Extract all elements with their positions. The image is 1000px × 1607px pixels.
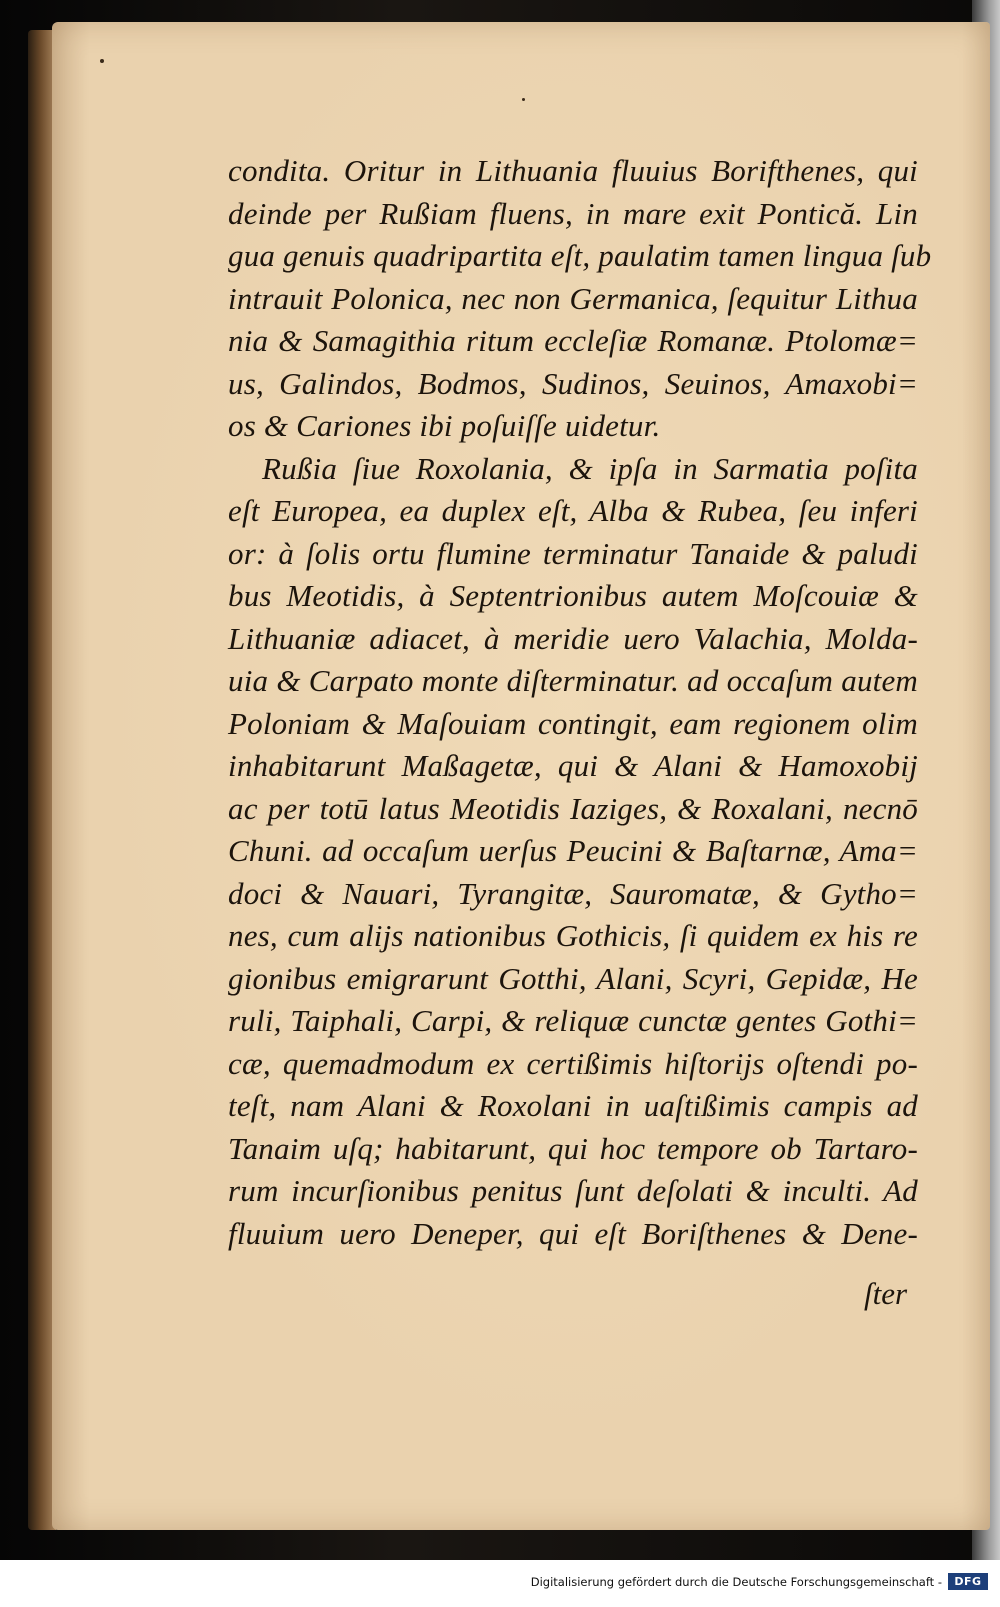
text-line: intrauit Polonica, nec non Germanica, ſequitur Lithua xyxy=(228,280,918,316)
text-line: Poloniam & Maſouiam contingit, eam regionem olim xyxy=(228,705,918,741)
text-line: os & Cariones ibi poſuiſſe uidetur. xyxy=(228,408,661,443)
text-line: rum incurſionibus penitus ſunt deſolati & inculti. Ad xyxy=(228,1173,918,1208)
text-line: Lithuaniæ adiacet, à meridie uero Valachia, Molda- xyxy=(228,620,918,656)
catchword: ſter xyxy=(864,1276,908,1311)
text-line: cæ, quemadmodum ex certißimis hiſtorijs oſtendi po- xyxy=(228,1045,918,1081)
text-line: ac per totū latus Meotidis Iaziges, & Roxalani, necnō xyxy=(228,790,918,826)
text-line: ruli, Taiphali, Carpi, & reliquæ cunctæ gentes Gothi= xyxy=(228,1003,918,1038)
text-line: nes, cum alijs nationibus Gothicis, ſi quidem ex his re xyxy=(228,918,918,953)
funding-credit: Digitalisierung gefördert durch die Deutsche Forschungsgemeinschaft - xyxy=(530,1575,942,1589)
text-line: Chuni. ad occaſum uerſus Peucini & Baſtarnæ, Ama= xyxy=(228,833,918,868)
text-line: eſt Europea, ea duplex eſt, Alba & Rubea, ſeu inferi xyxy=(228,493,918,528)
text-line: Rußia ſiue Roxolania, & ipſa in Sarmatia poſita xyxy=(262,450,918,486)
ink-speck xyxy=(100,59,104,63)
text-line: gionibus emigrarunt Gotthi, Alani, Scyri, Gepidæ, He xyxy=(228,960,918,996)
text-line: inhabitarunt Maßagetæ, qui & Alani & Hamoxobij xyxy=(228,748,918,783)
text-line: nia & Samagithia ritum eccleſiæ Romanæ. Ptolomæ= xyxy=(228,323,918,358)
text-line: doci & Nauari, Tyrangitæ, Sauromatæ, & Gytho= xyxy=(228,875,918,911)
text-line: teſt, nam Alani & Roxolani in uaſtißimis campis ad xyxy=(228,1088,918,1123)
text-line: us, Galindos, Bodmos, Sudinos, Seuinos, Amaxobi= xyxy=(228,365,918,401)
page-text xyxy=(228,150,932,1255)
text-line: fluuium uero Deneper, qui eſt Boriſthenes & Dene- xyxy=(228,1215,918,1251)
text-line: Tanaim uſq; habitarunt, qui hoc tempore ob Tartaro- xyxy=(228,1130,918,1166)
ink-speck xyxy=(522,98,525,101)
text-line: bus Meotidis, à Septentrionibus autem Moſcouiæ & xyxy=(228,578,918,613)
footer-bar xyxy=(0,1560,1000,1607)
text-line: condita. Oritur in Lithuania fluuius Borifthenes, qui xyxy=(228,153,918,188)
text-line: uia & Carpato monte diſterminatur. ad occaſum autem xyxy=(228,663,918,698)
dfg-logo: DFG xyxy=(948,1573,988,1590)
text-line: or: à ſolis ortu flumine terminatur Tanaide & paludi xyxy=(228,535,918,571)
text-line: deinde per Rußiam fluens, in mare exit Pontică. Lin xyxy=(228,195,918,231)
text-line: gua genuis quadripartita eſt, paulatim tamen lingua ſub xyxy=(228,238,932,273)
